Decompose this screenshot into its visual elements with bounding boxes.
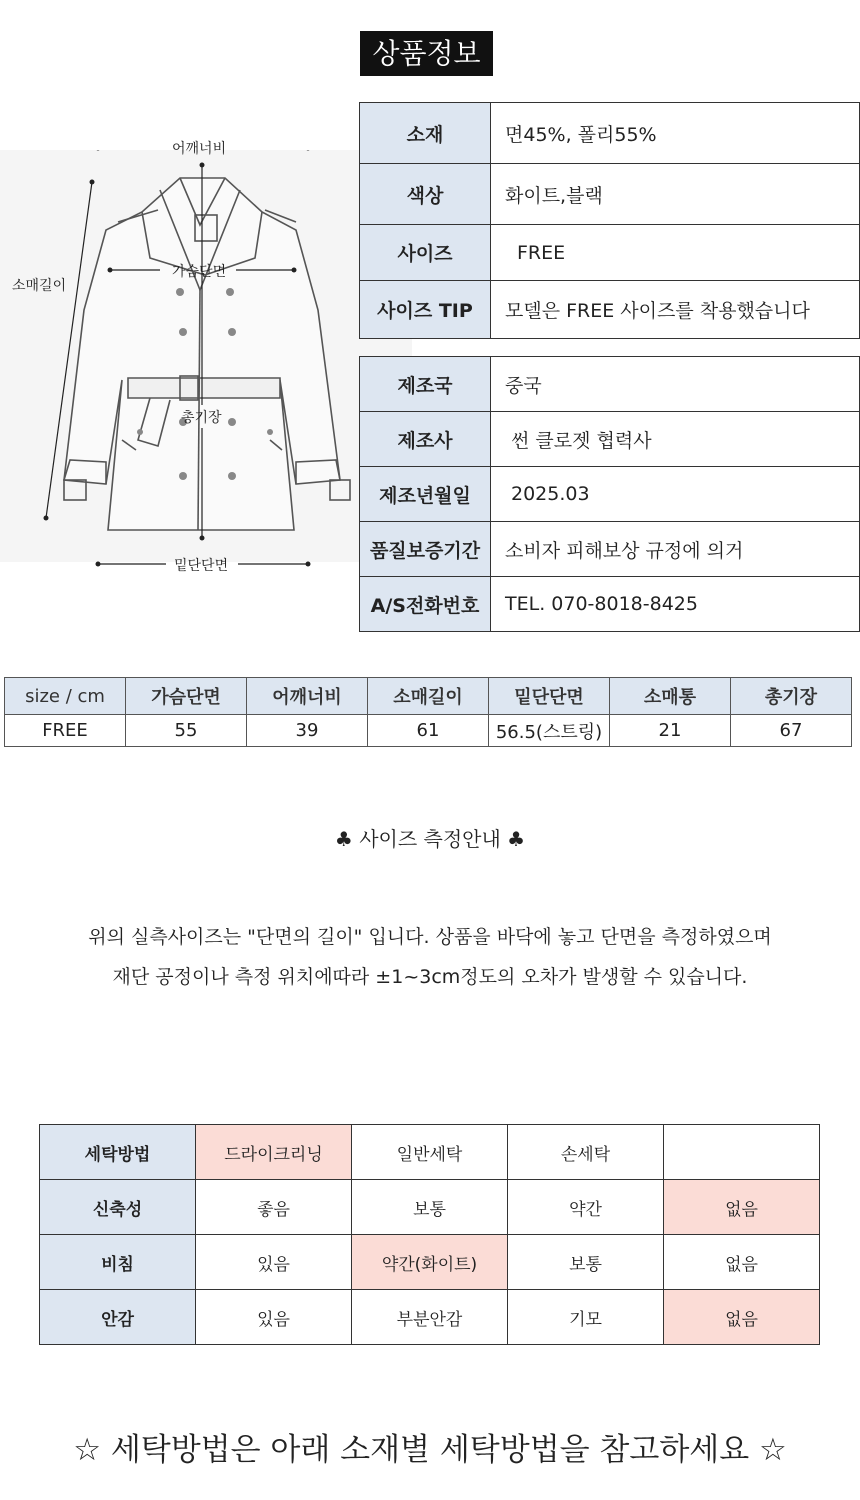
label-hem: 밑단단면 xyxy=(174,558,229,574)
size-cell: 67 xyxy=(731,715,852,747)
wash-cell xyxy=(664,1125,820,1180)
info-label: A/S전화번호 xyxy=(360,577,491,632)
info-label: 사이즈 TIP xyxy=(360,281,491,339)
wash-cell: 기모 xyxy=(508,1290,664,1345)
wash-label: 비침 xyxy=(40,1235,196,1290)
size-header-cell: 총기장 xyxy=(731,678,852,715)
size-cell: 61 xyxy=(368,715,489,747)
info-row xyxy=(360,577,860,632)
wash-cell: 있음 xyxy=(196,1235,352,1290)
label-sleeve: 소매길이 xyxy=(12,278,67,294)
wash-label: 안감 xyxy=(40,1290,196,1345)
info-row xyxy=(360,281,860,339)
info-row xyxy=(360,412,860,467)
label-length: 총기장 xyxy=(181,410,222,426)
size-guide-line: 재단 공정이나 측정 위치에따라 ±1~3cm정도의 오차가 발생할 수 있습니다. xyxy=(112,966,748,988)
product-info-table xyxy=(359,102,860,339)
info-label: 제조국 xyxy=(360,357,491,412)
coat-measurement-diagram xyxy=(0,150,420,570)
size-header-cell: 소매길이 xyxy=(368,678,489,715)
info-row xyxy=(360,522,860,577)
wash-cell: 보통 xyxy=(508,1235,664,1290)
info-label: 사이즈 xyxy=(360,225,491,281)
wash-cell: 없음 xyxy=(664,1180,820,1235)
info-value: 소비자 피해보상 규정에 의거 xyxy=(491,522,860,577)
section-title: 상품정보 xyxy=(360,31,493,76)
info-label: 제조사 xyxy=(360,412,491,467)
wash-cell: 약간(화이트) xyxy=(352,1235,508,1290)
wash-cell: 약간 xyxy=(508,1180,664,1235)
size-header-cell: 가슴단면 xyxy=(126,678,247,715)
info-label: 색상 xyxy=(360,164,491,225)
size-cell: FREE xyxy=(5,715,126,747)
size-guide-line: 위의 실측사이즈는 "단면의 길이" 입니다. 상품을 바닥에 놓고 단면을 측정하였으며 xyxy=(88,926,772,948)
info-label: 품질보증기간 xyxy=(360,522,491,577)
size-header-cell: 밑단단면 xyxy=(489,678,610,715)
size-cell: 55 xyxy=(126,715,247,747)
wash-cell: 손세탁 xyxy=(508,1125,664,1180)
info-label: 소재 xyxy=(360,103,491,164)
size-cell: 56.5(스트링) xyxy=(489,715,610,747)
info-row xyxy=(360,357,860,412)
wash-footer-note: ☆ 세탁방법은 아래 소재별 세탁방법을 참고하세요 ☆ xyxy=(73,1432,787,1468)
info-value: 2025.03 xyxy=(491,467,860,522)
size-header-cell: size / cm xyxy=(5,678,126,715)
wash-cell: 있음 xyxy=(196,1290,352,1345)
info-value: 화이트,블랙 xyxy=(491,164,860,225)
wash-cell: 드라이크리닝 xyxy=(196,1125,352,1180)
size-cell: 39 xyxy=(247,715,368,747)
wash-row xyxy=(40,1235,820,1290)
label-chest: 가슴단면 xyxy=(172,264,227,280)
label-shoulder: 어깨너비 xyxy=(172,141,227,157)
size-guide-text xyxy=(0,917,860,997)
info-row xyxy=(360,164,860,225)
info-value: FREE xyxy=(491,225,860,281)
wash-care-table xyxy=(39,1124,820,1345)
wash-cell: 좋음 xyxy=(196,1180,352,1235)
size-guide-title: ♣ 사이즈 측정안내 ♣ xyxy=(334,827,526,851)
info-label: 제조년월일 xyxy=(360,467,491,522)
size-table-header xyxy=(5,678,852,715)
size-table xyxy=(4,677,852,747)
wash-row xyxy=(40,1125,820,1180)
wash-row xyxy=(40,1180,820,1235)
info-row xyxy=(360,467,860,522)
wash-cell: 일반세탁 xyxy=(352,1125,508,1180)
info-value: 모델은 FREE 사이즈를 착용했습니다 xyxy=(491,281,860,339)
info-row xyxy=(360,103,860,164)
info-row xyxy=(360,225,860,281)
wash-label: 신축성 xyxy=(40,1180,196,1235)
size-header-cell: 어깨너비 xyxy=(247,678,368,715)
info-value: TEL. 070-8018-8425 xyxy=(491,577,860,632)
wash-row xyxy=(40,1290,820,1345)
wash-label: 세탁방법 xyxy=(40,1125,196,1180)
wash-cell: 없음 xyxy=(664,1290,820,1345)
info-value: 썬 클로젯 협력사 xyxy=(491,412,860,467)
info-value: 면45%, 폴리55% xyxy=(491,103,860,164)
wash-cell: 보통 xyxy=(352,1180,508,1235)
wash-cell: 부분안감 xyxy=(352,1290,508,1345)
size-cell: 21 xyxy=(610,715,731,747)
manufacture-info-table xyxy=(359,356,860,632)
size-header-cell: 소매통 xyxy=(610,678,731,715)
info-value: 중국 xyxy=(491,357,860,412)
size-table-row xyxy=(5,715,852,747)
wash-cell: 없음 xyxy=(664,1235,820,1290)
